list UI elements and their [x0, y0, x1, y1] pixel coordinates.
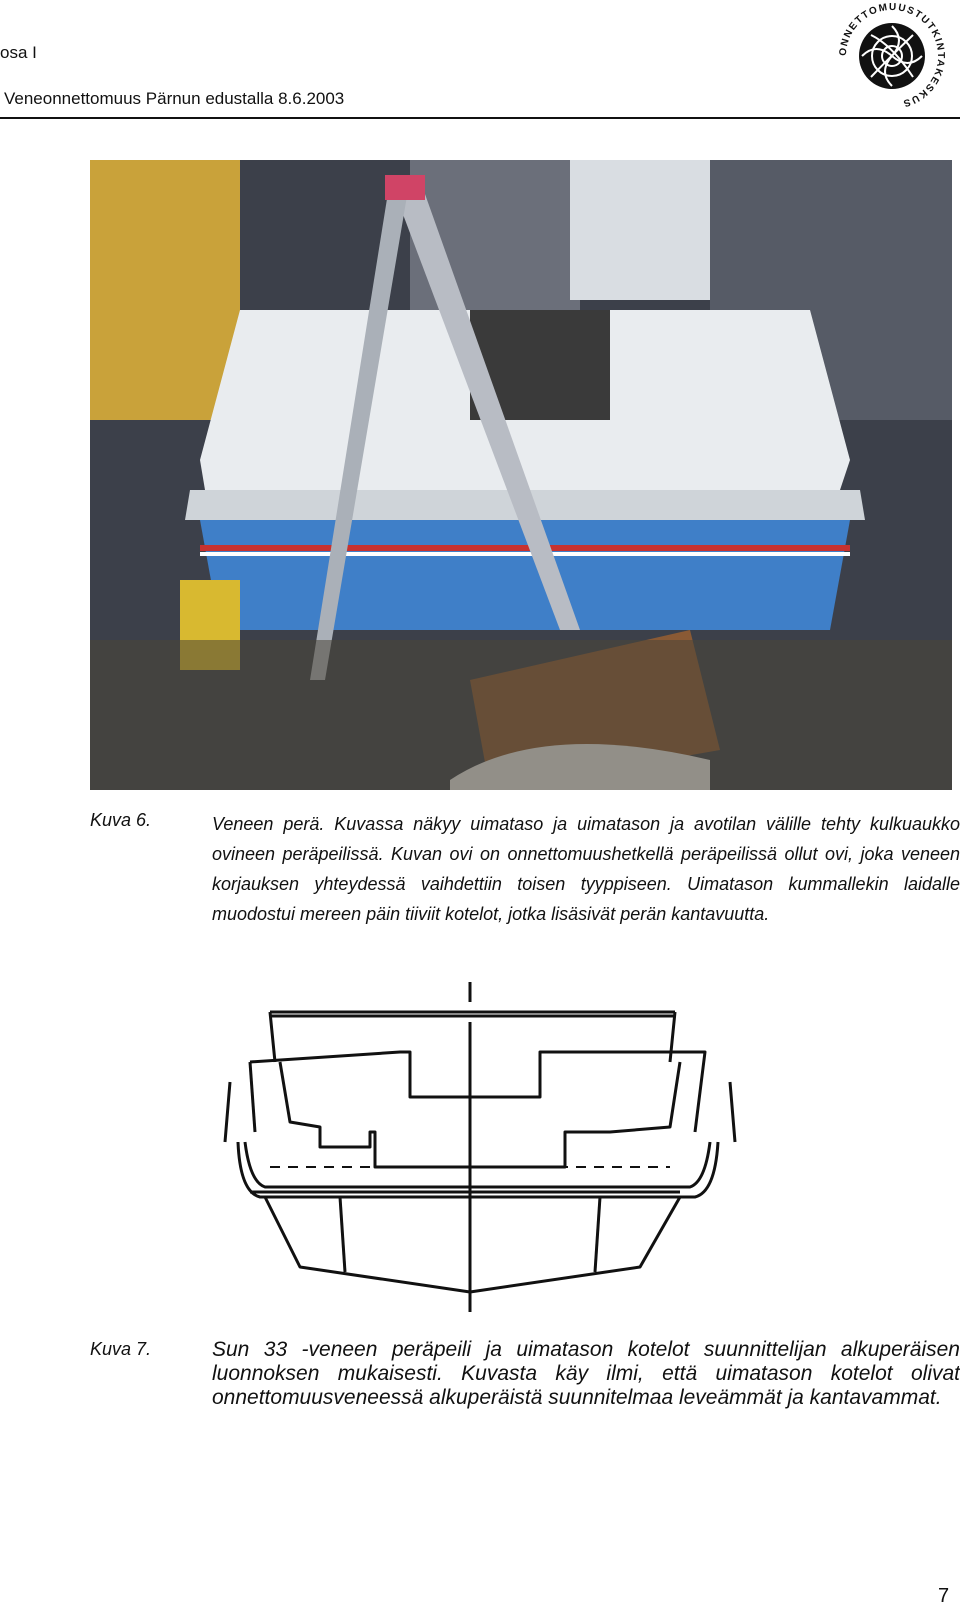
figure6-caption: Veneen perä. Kuvassa näkyy uimataso ja uimatason ja avotilan välille tehty kulkuaukko ovineen peräpeilissä. Kuvan ovi on onnettomuushetkellä peräpeilissä ollut ovi, joka veneen korjauksen yhteydessä vaihdettiin toisen tyyppiseen. Uimatason kummallekin laidalle muodostui mereen päin tiiviit kotelot, jotka lisäsivät perän kantavuutta.: [212, 814, 960, 924]
svg-text:ONNETTOMUUSTUTKINTAKESKUS: ONNETTOMUUSTUTKINTAKESKUS: [837, 1, 947, 109]
figure7-label: Kuva 7.: [90, 1339, 152, 1359]
document-subtitle: Veneonnettomuus Pärnun edustalla 8.6.2003: [4, 89, 345, 108]
boat-stern-photo: [90, 160, 952, 790]
transom-design-drawing: [210, 982, 750, 1322]
page-number: 7: [938, 1585, 950, 1607]
agency-logo: [836, 0, 948, 112]
figure7-caption: Sun 33 -veneen peräpeili ja uimatason kotelot suunnittelijan alkuperäisen luonnoksen mukaisesti. Kuvasta käy ilmi, että uimatason kotelot olivat onnettomuusveneessä alkuperäistä suunnitelmaa leveämmät ja kantavammat.: [212, 1338, 960, 1409]
header-divider: [0, 117, 960, 119]
figure6-label: Kuva 6.: [90, 810, 152, 830]
boat-stern-illustration: [90, 160, 952, 790]
section-label: osa I: [0, 43, 37, 62]
